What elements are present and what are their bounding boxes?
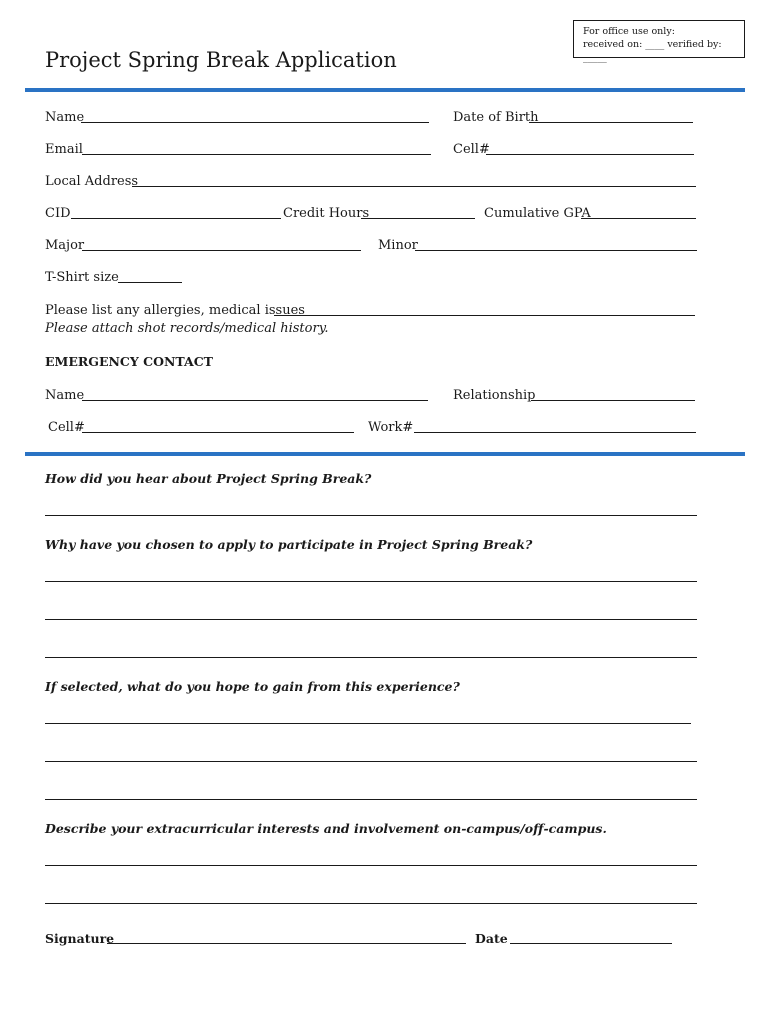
allergies-field[interactable] [274, 315, 695, 316]
cid-label: CID [45, 206, 71, 221]
answer-line-q4-1[interactable] [45, 865, 697, 866]
header-divider [25, 88, 745, 92]
gpa-field[interactable] [581, 218, 696, 219]
email-label: Email [45, 142, 83, 157]
attach-note: Please attach shot records/medical history. [45, 321, 329, 336]
answer-line-q1-1[interactable] [45, 515, 697, 516]
cid-field[interactable] [71, 218, 281, 219]
question-extracurricular: Describe your extracurricular interests and involvement on-campus/off-campus. [45, 821, 607, 836]
question-hope-to-gain: If selected, what do you hope to gain from this experience? [45, 679, 460, 694]
minor-field[interactable] [415, 250, 697, 251]
cell-field[interactable] [486, 154, 694, 155]
signature-field[interactable] [107, 943, 466, 944]
cell-label: Cell# [453, 142, 490, 157]
office-use-box [573, 20, 745, 63]
minor-label: Minor [378, 238, 418, 253]
signature-label: Signature [45, 931, 115, 946]
local-address-field[interactable] [132, 186, 696, 187]
emergency-name-label: Name [45, 388, 85, 403]
question-how-heard: How did you hear about Project Spring Break? [45, 471, 372, 486]
work-field[interactable] [414, 432, 696, 433]
email-field[interactable] [82, 154, 431, 155]
relationship-label: Relationship [453, 388, 536, 403]
emergency-heading: EMERGENCY CONTACT [45, 354, 213, 369]
work-label: Work# [368, 420, 414, 435]
major-field[interactable] [82, 250, 361, 251]
office-use-received: received on: ____ verified by: _____ [583, 39, 722, 63]
allergies-label: Please list any allergies, medical issues [45, 303, 305, 318]
dob-label: Date of Birth [453, 110, 539, 125]
gpa-label: Cumulative GPA [484, 206, 591, 221]
answer-line-q4-2[interactable] [45, 903, 697, 904]
name-label: Name [45, 110, 85, 125]
credit-hours-field[interactable] [361, 218, 475, 219]
date-label: Date [475, 931, 508, 946]
emergency-cell-label: Cell# [48, 420, 85, 435]
page-title: Project Spring Break Application [45, 48, 397, 72]
dob-field[interactable] [529, 122, 693, 123]
tshirt-field[interactable] [118, 282, 182, 283]
tshirt-label: T-Shirt size [45, 270, 119, 285]
office-use-label: For office use only: [583, 26, 675, 37]
answer-line-q2-3[interactable] [45, 657, 697, 658]
answer-line-q3-2[interactable] [45, 761, 697, 762]
date-field[interactable] [510, 943, 672, 944]
answer-line-q3-1[interactable] [45, 723, 691, 724]
local-address-label: Local Address [45, 174, 139, 189]
section-divider [25, 452, 745, 456]
question-why-apply: Why have you chosen to apply to participate in Project Spring Break? [45, 537, 533, 552]
emergency-cell-field[interactable] [82, 432, 354, 433]
answer-line-q3-3[interactable] [45, 799, 697, 800]
name-field[interactable] [81, 122, 429, 123]
answer-line-q2-2[interactable] [45, 619, 697, 620]
emergency-name-field[interactable] [82, 400, 428, 401]
answer-line-q2-1[interactable] [45, 581, 697, 582]
major-label: Major [45, 238, 85, 253]
relationship-field[interactable] [531, 400, 695, 401]
credit-hours-label: Credit Hours [283, 206, 370, 221]
